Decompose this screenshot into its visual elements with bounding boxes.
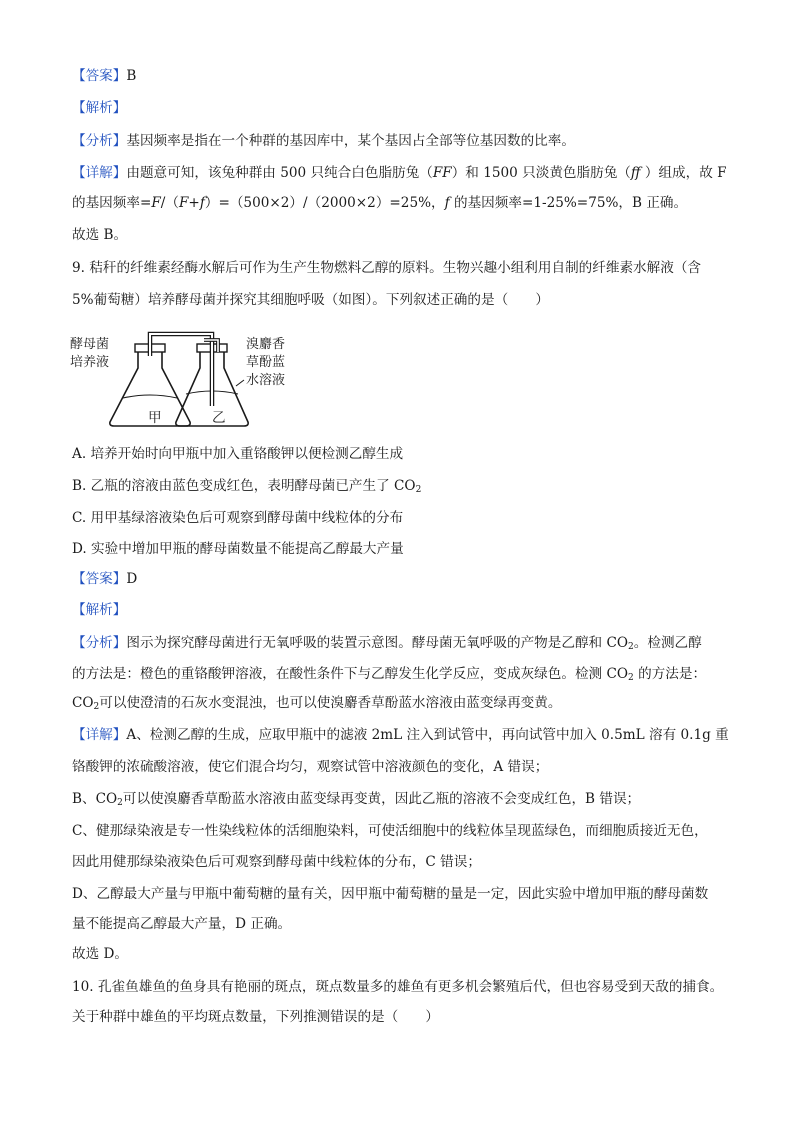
text-run: /（ (160, 195, 179, 211)
label-yeast-1: 酵母菌 (70, 337, 110, 352)
q9-detail-d-line-2: 量不能提高乙醇最大产量，D 正确。 (72, 916, 292, 932)
detail-tag: 【详解】 (72, 165, 127, 181)
q9-fenxi-line-1 (72, 633, 702, 653)
text-run: A、检测乙醇的生成，应取甲瓶中的滤液 2mL 注入到试管中，再向试管中加入 0.5mL 溶有 0.1g 重 (126, 727, 729, 743)
text-run: 可以使溴麝香草酚蓝水溶液由蓝变绿再变黄，因此乙瓶的溶液不会变成红色，B 错误； (122, 791, 641, 807)
q9-option-b (72, 476, 421, 496)
gene-italic: F (178, 195, 189, 211)
label-indicator-2: 草酚蓝 (246, 355, 286, 370)
q9-stem-line-1: 9. 秸秆的纤维素经酶水解后可作为生产生物燃料乙醇的原料。生物兴趣小组利用自制的纤维素水解液（含 (72, 260, 702, 276)
text-run: 可以使澄清的石灰水变混浊，也可以使溴麝香草酚蓝水溶液由蓝变绿再变黄。 (99, 695, 562, 711)
q9-detail-c-line-1: C、健那绿染液是专一性染线粒体的活细胞染料，可使活细胞中的线粒体呈现蓝绿色，而细胞质接近无色， (72, 823, 708, 839)
q9-stem-line-2: 5%葡萄糖）培养酵母菌并探究其细胞呼吸（如图）。下列叙述正确的是（ ） (72, 292, 549, 308)
genotype-italic: ff (630, 165, 641, 181)
flask-jia-liquid-level (123, 395, 177, 398)
text-run: 。检测乙醇 (633, 635, 702, 651)
subscript: 2 (628, 673, 634, 683)
analysis-tag: 【解析】 (72, 602, 127, 618)
q8-analysis-heading (72, 98, 126, 118)
label-indicator-1: 溴麝香 (246, 337, 286, 352)
answer-value: D (126, 571, 138, 587)
q9-fenxi-line-2 (72, 664, 706, 684)
gene-italic: f (444, 195, 450, 211)
answer-value: B (126, 68, 137, 84)
q8-answer-line (72, 66, 136, 86)
text-run: CO (72, 695, 94, 711)
fenxi-tag: 【分析】 (72, 133, 127, 149)
option-b-text: B. 乙瓶的溶液由蓝色变成红色，表明酵母菌已产生了 CO (72, 478, 416, 494)
q9-answer-line (72, 569, 137, 589)
gene-italic: F (151, 195, 161, 211)
answer-tag: 【答案】 (72, 571, 127, 587)
text-run: + (188, 195, 200, 211)
fenxi-tag: 【分析】 (72, 635, 127, 651)
subscript: 2 (415, 485, 422, 495)
subscript: 2 (93, 702, 100, 712)
indicator-pointer-line (236, 380, 244, 386)
analysis-tag: 【解析】 (72, 100, 127, 116)
q9-option-a: A. 培养开始时向甲瓶中加入重铬酸钾以便检测乙醇生成 (72, 446, 404, 462)
flask-apparatus-diagram (68, 328, 308, 430)
q9-detail-a-line-2: 铬酸钾的浓硫酸溶液，使它们混合均匀，观察试管中溶液颜色的变化，A 错误； (72, 759, 549, 775)
detail-tag: 【详解】 (72, 727, 127, 743)
flask-label-yi: 乙 (212, 410, 226, 426)
q8-conclusion: 故选 B。 (72, 227, 128, 243)
q9-fenxi-line-3 (72, 693, 561, 713)
text-run: 图示为探究酵母菌进行无氧呼吸的装置示意图。酵母菌无氧呼吸的产物是乙醇和 CO (126, 635, 629, 651)
label-indicator-3: 水溶液 (246, 373, 286, 388)
q9-detail-b (72, 789, 640, 809)
q9-analysis-heading (72, 600, 126, 620)
q9-detail-c-line-2: 因此用健那绿染液染色后可观察到酵母菌中线粒体的分布，C 错误； (72, 854, 481, 870)
q9-conclusion: 故选 D。 (72, 946, 129, 962)
text-run: ）和 1500 只淡黄色脂肪兔（ (451, 165, 631, 181)
text-run: 的方法是： (633, 666, 707, 682)
q10-stem-line-1: 10. 孔雀鱼雄鱼的鱼身具有艳丽的斑点，斑点数量多的雄鱼有更多机会繁殖后代，但也容易受到天敌的捕食。 (72, 979, 724, 995)
q8-detail-line-2 (72, 193, 687, 213)
q9-option-c: C. 用甲基绿溶液染色后可观察到酵母菌中线粒体的分布 (72, 510, 404, 526)
answer-tag: 【答案】 (72, 68, 127, 84)
text-run: 的基因频率=1-25%=75%，B 正确。 (449, 195, 688, 211)
genotype-italic: FF (432, 165, 452, 181)
q8-detail-line-1 (72, 163, 727, 183)
q10-stem-line-2: 关于种群中雄鱼的平均斑点数量，下列推测错误的是（ ） (72, 1009, 440, 1025)
flask-label-jia: 甲 (148, 410, 162, 426)
q9-detail-d-line-1: D、乙醇最大产量与甲瓶中葡萄糖的量有关，因甲瓶中葡萄糖的量是一定，因此实验中增加甲瓶的酵母菌数 (72, 886, 709, 902)
q8-fenxi-line (72, 131, 575, 151)
subscript: 2 (117, 798, 123, 808)
fenxi-text: 基因频率是指在一个种群的基因库中，某个基因占全部等位基因数的比率。 (126, 133, 575, 149)
text-run: B、CO (72, 791, 118, 807)
text-run: ）=（500×2）/（2000×2）=25%， (204, 195, 445, 211)
label-yeast-2: 培养液 (70, 355, 110, 370)
text-run: ）组成，故 F (640, 165, 727, 181)
text-run: 由题意可知，该兔种群由 500 只纯合白色脂肪兔（ (126, 165, 433, 181)
text-run: 的基因频率= (72, 195, 152, 211)
flask-apparatus-figure (68, 328, 308, 430)
q9-option-d: D. 实验中增加甲瓶的酵母菌数量不能提高乙醇最大产量 (72, 541, 404, 557)
subscript: 2 (628, 642, 634, 652)
text-run: 的方法是：橙色的重铬酸钾溶液，在酸性条件下与乙醇发生化学反应，变成灰绿色。检测 CO (72, 666, 629, 682)
gene-italic: f (199, 195, 205, 211)
q9-detail-a-line-1 (72, 725, 729, 745)
